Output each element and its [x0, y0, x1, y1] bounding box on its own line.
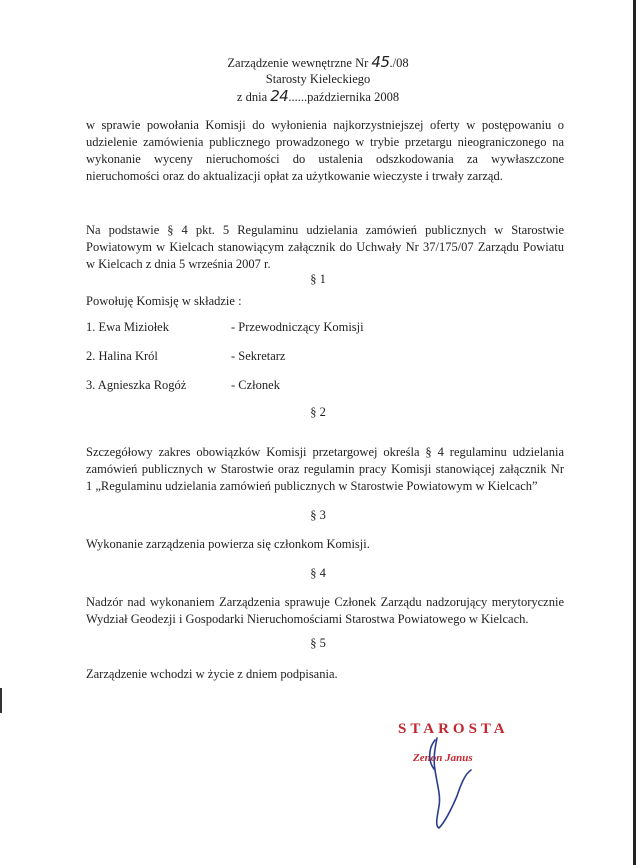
- section-1-heading: § 1: [310, 272, 326, 286]
- member-2-name: 2. Halina Król: [86, 349, 158, 363]
- par2-line-1: Szczegółowy zakres obowiązków Komisji przetargowej określa § 4 regulaminu udzielania: [86, 445, 564, 459]
- handwritten-number: 45: [371, 53, 390, 71]
- legal-basis-line-2: Powiatowym w Kielcach stanowiącym załącznik do Uchwały Nr 37/175/07 Zarządu Powiatu: [86, 240, 564, 254]
- subject-line-2: udzielenie zamówienia publicznego prowadzonego w trybie przetargu nieograniczonego na: [86, 135, 564, 149]
- legal-basis-line-1: Na podstawie § 4 pkt. 5 Regulaminu udzielania zamówień publicznych w Starostwie: [86, 223, 564, 237]
- issuing-authority: Starosty Kieleckiego: [265, 72, 371, 86]
- member-2-role: - Sekretarz: [231, 349, 286, 363]
- par5-text: Zarządzenie wchodzi w życie z dniem podpisania.: [86, 667, 338, 681]
- title-suffix: ./08: [389, 56, 409, 70]
- par2-line-3: 1 „Regulaminu udzielania zamówień publicznych w Starostwie Powiatowym w Kielcach”: [86, 479, 538, 493]
- section-2-heading: § 2: [310, 405, 326, 419]
- stamp-title: STAROSTA: [398, 721, 509, 737]
- subject-line-4: nieruchomości oraz do aktualizacji opłat za użytkowanie wieczyste i trwały zarząd.: [86, 169, 503, 183]
- legal-basis-line-3: w Kielcach z dnia 5 września 2007 r.: [86, 257, 271, 271]
- date-suffix: ......października 2008: [288, 90, 400, 104]
- date-prefix: z dnia: [236, 90, 271, 104]
- stamp-name: Zenon Janus: [413, 752, 473, 764]
- section-5-heading: § 5: [310, 636, 326, 650]
- section-4-heading: § 4: [310, 566, 326, 580]
- document-date: [0, 87, 636, 106]
- subject-line-3: wykonanie wyceny nieruchomości do ustalenia odszkodowania za wywłaszczone: [86, 152, 564, 166]
- section-3-heading: § 3: [310, 508, 326, 522]
- par4-line-2: Wydział Geodezji i Gospodarki Nieruchomościami Starostwa Powiatowego w Kielcach.: [86, 612, 529, 626]
- member-3-name: 3. Agnieszka Rogóż: [86, 378, 187, 392]
- par3-text: Wykonanie zarządzenia powierza się członkom Komisji.: [86, 537, 370, 551]
- title-prefix: Zarządzenie wewnętrzne Nr: [227, 56, 372, 70]
- par2-line-2: zamówień publicznych w Starostwie oraz regulamin pracy Komisji stanowiącej załącznik Nr: [86, 462, 564, 476]
- committee-intro: Powołuję Komisję w składzie :: [86, 294, 242, 308]
- member-3-role: - Członek: [231, 378, 280, 392]
- signature-icon: [405, 700, 515, 830]
- scan-edge-mark: [0, 688, 2, 713]
- subject-line-1: w sprawie powołania Komisji do wyłonienia najkorzystniejszej oferty w postępowaniu o: [86, 118, 564, 132]
- member-1-name: 1. Ewa Miziołek: [86, 320, 169, 334]
- handwritten-day: 24: [270, 87, 289, 105]
- member-1-role: - Przewodniczący Komisji: [231, 320, 364, 334]
- par4-line-1: Nadzór nad wykonaniem Zarządzenia sprawuje Członek Zarządu nadzorujący merytorycznie: [86, 595, 564, 609]
